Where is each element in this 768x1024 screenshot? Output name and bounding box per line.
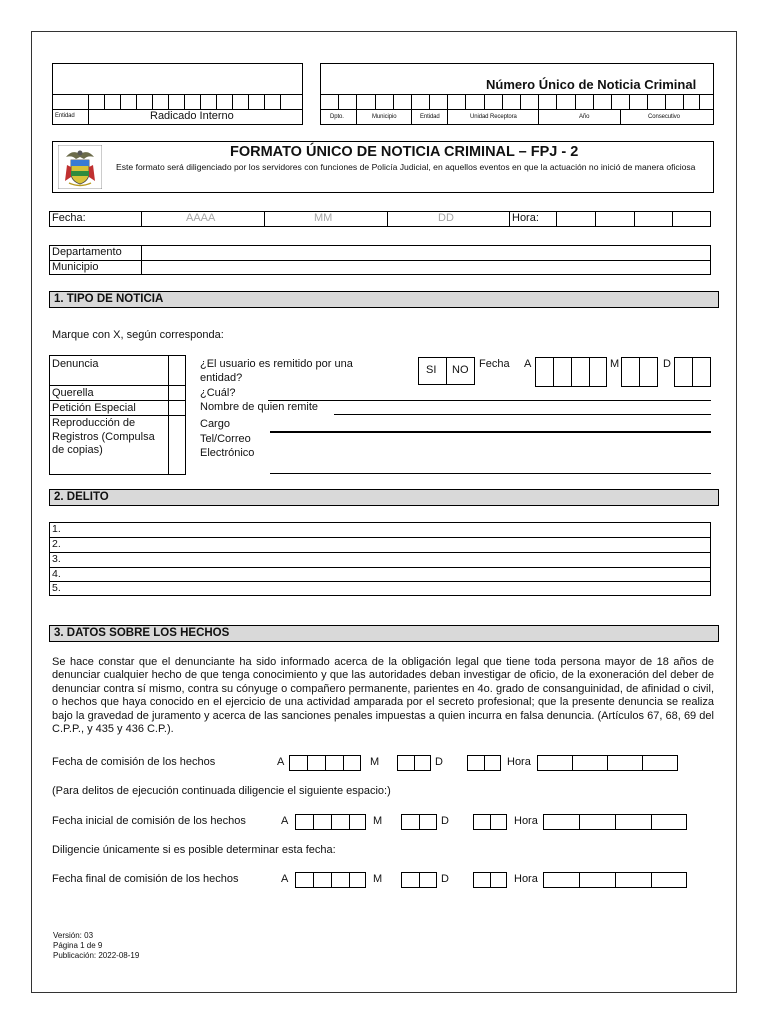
- sub-ano: Año: [579, 114, 590, 120]
- section-2-header: 2. DELITO: [49, 489, 719, 506]
- tel-correo-field[interactable]: [270, 473, 711, 474]
- delito-row-4[interactable]: 4.: [52, 568, 61, 580]
- sub-municipio: Municipio: [372, 114, 397, 120]
- fecha-aaaa-field[interactable]: AAAA: [186, 212, 216, 224]
- fecha-mm-field[interactable]: MM: [314, 212, 333, 224]
- diligencie-note: Diligencie únicamente si es posible determinar esta fecha:: [52, 844, 336, 856]
- cargo-field[interactable]: [270, 431, 711, 433]
- footer-publicacion: Publicación: 2022-08-19: [53, 951, 140, 960]
- denuncia-checkbox[interactable]: [169, 356, 185, 384]
- municipio-field[interactable]: [142, 261, 710, 274]
- sub-dpto: Dpto.: [330, 114, 344, 120]
- fecha-dd-field[interactable]: DD: [438, 212, 454, 224]
- fi-a-label: A: [281, 815, 289, 827]
- continuada-note: (Para delitos de ejecución continuada diligencie el siguiente espacio:): [52, 785, 391, 797]
- form-description: Este formato será diligenciado por los servidores con funciones de Policía Judicial, en aquellos eventos en que la actuación no inició de manera oficiosa: [116, 162, 696, 172]
- footer-version: Versión: 03: [53, 931, 94, 940]
- nombre-remite-label: Nombre de quien remite: [200, 401, 319, 413]
- tipo-peticion-label: Petición Especial: [52, 402, 136, 414]
- delito-table: [49, 522, 711, 596]
- departamento-label: Departamento: [52, 246, 122, 258]
- fecha-final-label: Fecha final de comisión de los hechos: [52, 873, 239, 885]
- fi-hora-label: Hora: [514, 815, 538, 827]
- fecha-inicial-label: Fecha inicial de comisión de los hechos: [52, 815, 246, 827]
- fc-m-label: M: [370, 756, 380, 768]
- sub-entidad: Entidad: [420, 114, 440, 120]
- reproduccion-checkbox[interactable]: [169, 416, 185, 474]
- ff-hora-label: Hora: [514, 873, 538, 885]
- cual-field[interactable]: [268, 400, 711, 401]
- tipo-querella-label: Querella: [52, 387, 94, 399]
- remision-d-label: D: [663, 358, 671, 370]
- colombia-coat-of-arms-icon: [58, 145, 102, 189]
- noticia-number-title: Número Único de Noticia Criminal: [486, 77, 697, 92]
- fc-a-label: A: [277, 756, 285, 768]
- departamento-field[interactable]: [142, 246, 710, 259]
- si-label: SI: [426, 364, 437, 376]
- section-3-header: 3. DATOS SOBRE LOS HECHOS: [49, 625, 719, 642]
- remision-fecha-label: Fecha: [479, 358, 510, 370]
- section-1-header: 1. TIPO DE NOTICIA: [49, 291, 719, 308]
- radicado-entidad-label: Entidad: [55, 113, 75, 119]
- footer: [53, 931, 139, 961]
- fc-hora-label: Hora: [507, 756, 531, 768]
- section-1-instruction: Marque con X, según corresponda:: [52, 329, 224, 341]
- fc-d-label: D: [435, 756, 443, 768]
- ff-m-label: M: [373, 873, 383, 885]
- remision-m-label: M: [610, 358, 620, 370]
- radicado-label: Radicado Interno: [150, 110, 234, 122]
- tipo-denuncia-label: Denuncia: [52, 358, 99, 370]
- fecha-row: [49, 211, 711, 227]
- ff-a-label: A: [281, 873, 289, 885]
- peticion-checkbox[interactable]: [169, 401, 185, 414]
- cual-label: ¿Cuál?: [200, 387, 236, 399]
- cargo-label: Cargo: [200, 418, 230, 430]
- sub-unidad: Unidad Receptora: [470, 114, 517, 120]
- no-label: NO: [452, 364, 469, 376]
- fecha-comision-label: Fecha de comisión de los hechos: [52, 756, 216, 768]
- form-title: FORMATO ÚNICO DE NOTICIA CRIMINAL – FPJ - 2: [230, 144, 579, 160]
- municipio-label: Municipio: [52, 261, 99, 273]
- remision-a-label: A: [524, 358, 532, 370]
- delito-row-2[interactable]: 2.: [52, 538, 61, 550]
- tipo-reproduccion-label: Reproducción de Registros (Compulsa de copias): [52, 417, 155, 457]
- tel-correo-label: Tel/Correo Electrónico: [200, 433, 255, 459]
- footer-pagina: Página 1 de 9: [53, 941, 103, 950]
- delito-row-3[interactable]: 3.: [52, 553, 61, 565]
- remitido-question: ¿El usuario es remitido por una entidad?: [200, 358, 353, 384]
- section-3-paragraph: Se hace constar que el denunciante ha sido informado acerca de la obligación legal que tiene toda persona mayor de 18 años de denunciar cualquier hecho de que tenga conocimiento y que las autoridades deban investigar de oficio, de la exoneración del deber de denunciar contra sí mismo, contra su cónyuge o compañero permanente, parientes en 4o. grado de consanguinidad, de afinidad o civil, o hechos que haya conocido en el ejercicio de una actividad amparada por el secreto profesional; que la presente denuncia se realiza bajo la gravedad de juramento y acerca de las sanciones penales impuestas a quien incurra en falsa denuncia. (Artículos 67, 68, 69 del C.P.P., y 435 y 436 C.P.).: [52, 656, 714, 736]
- querella-checkbox[interactable]: [169, 386, 185, 399]
- nombre-remite-field[interactable]: [334, 414, 711, 415]
- ff-d-label: D: [441, 873, 449, 885]
- fi-d-label: D: [441, 815, 449, 827]
- delito-row-1[interactable]: 1.: [52, 523, 61, 535]
- sub-consecutivo: Consecutivo: [648, 114, 680, 120]
- hora-label: Hora:: [512, 212, 539, 224]
- delito-row-5[interactable]: 5.: [52, 582, 61, 594]
- fecha-label: Fecha:: [52, 212, 86, 224]
- fi-m-label: M: [373, 815, 383, 827]
